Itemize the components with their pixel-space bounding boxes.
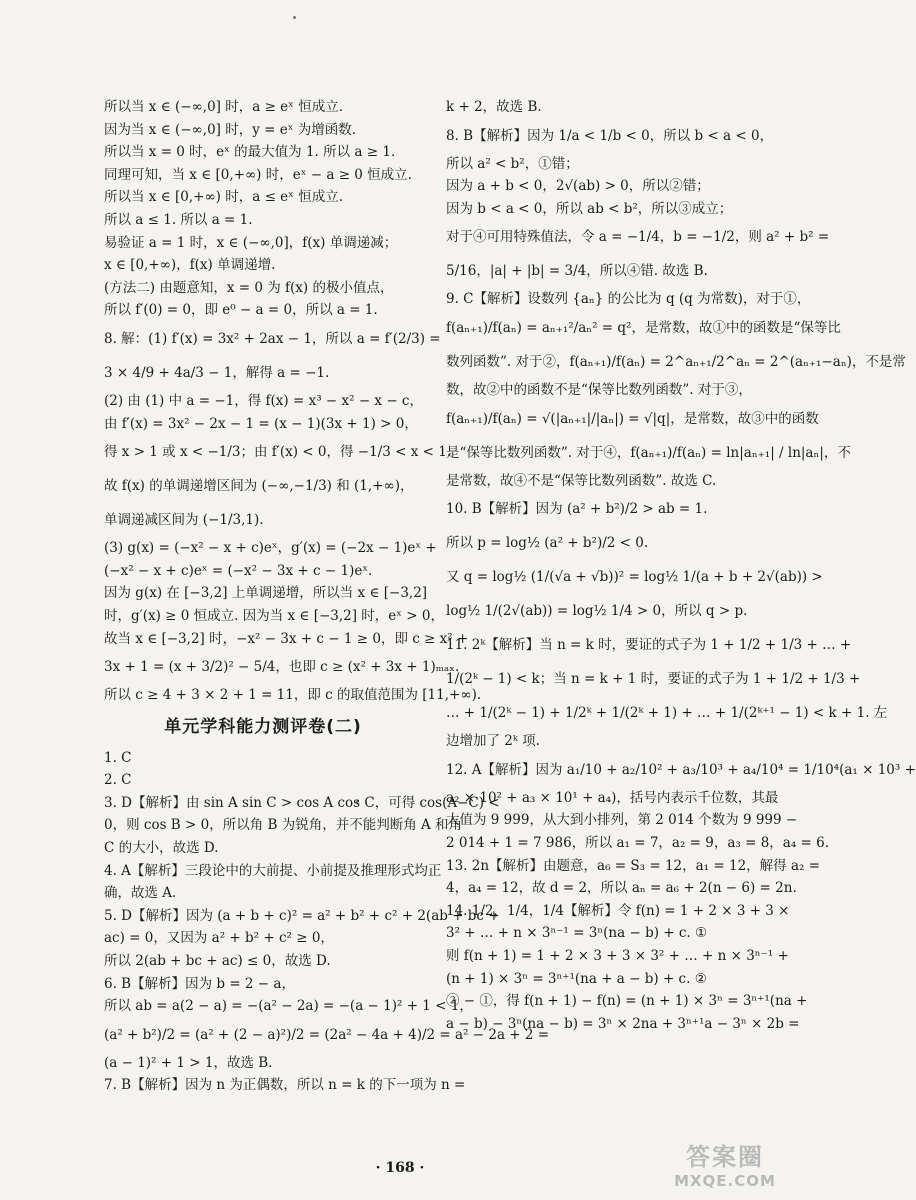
- text-line: 则 f(n + 1) = 1 + 2 × 3 + 3 × 3² + … + n × 3ⁿ⁻¹ +: [446, 947, 789, 964]
- text-line: 14. 1/2，1/4，1/4【解析】令 f(n) = 1 + 2 × 3 + 3 ×: [446, 902, 790, 919]
- text-line: 11. 2ᵏ【解析】当 n = k 时，要证的式子为 1 + 1/2 + 1/3 + … +: [446, 637, 852, 654]
- text-line: 由 f′(x) = 3x² − 2x − 1 = (x − 1)(3x + 1) > 0，: [104, 415, 418, 432]
- text-line: f(aₙ₊₁)/f(aₙ) = aₙ₊₁²/aₙ² = q²，是常数，故①中的函数是“保等比: [446, 319, 841, 336]
- text-line: (−x² − x + c)eˣ = (−x² − 3x + c − 1)eˣ.: [104, 562, 373, 579]
- section-title: 单元学科能力测评卷(二): [164, 716, 362, 737]
- text-line: 8. B【解析】因为 1/a < 1/b < 0，所以 b < a < 0，: [446, 127, 774, 144]
- text-line: 3x + 1 = (x + 3/2)² − 5/4，也即 c ≥ (x² + 3x + 1)ₘₐₓ.: [104, 659, 460, 676]
- answer-line: 3. D【解析】由 sin A sin C > cos A cos C，可得 cos(A−C) <: [104, 794, 500, 811]
- text-line: 数列函数”. 对于②，f(aₙ₊₁)/f(aₙ) = 2^aₙ₊₁/2^aₙ = 2^(aₙ₊₁−aₙ)，不是常: [446, 353, 906, 370]
- text-line: 4，a₄ = 12，故 d = 2，所以 aₙ = a₆ + 2(n − 6) = 2n.: [446, 880, 797, 897]
- text-line: 所以当 x ∈ (−∞,0] 时，a ≥ eˣ 恒成立.: [104, 99, 343, 115]
- answer-line: 2. C: [104, 772, 132, 789]
- question-8-line-1: 8. 解：(1) f′(x) = 3x² + 2ax − 1，所以 a = f′(2/3) =: [104, 330, 441, 347]
- answer-line: 6. B【解析】因为 b = 2 − a，: [104, 975, 295, 992]
- text-line: 又 q = log½ (1/(√a + √b))² = log½ 1/(a + b + 2√(ab)) >: [446, 569, 823, 586]
- answer-line: 5. D【解析】因为 (a + b + c)² = a² + b² + c² + 2(ab + bc +: [104, 907, 500, 924]
- answer-line: 0，则 cos B > 0，所以角 B 为锐角，并不能判断角 A 和角: [104, 817, 463, 834]
- text-line: 大值为 9 999，从大到小排列，第 2 014 个数为 9 999 −: [446, 812, 798, 829]
- text-line: 3² + … + n × 3ⁿ⁻¹ = 3ⁿ(na − b) + c. ①: [446, 925, 708, 942]
- scan-speck: [293, 16, 296, 19]
- text-line: 所以当 x ∈ [0,+∞) 时，a ≤ eˣ 恒成立.: [104, 189, 343, 206]
- answer-line: 4. A【解析】三段论中的大前提、小前提及推理形式均正: [104, 862, 442, 879]
- answer-line: ac) = 0，又因为 a² + b² + c² ≥ 0，: [104, 930, 334, 947]
- text-line: a₂ × 10² + a₃ × 10¹ + a₄)，括号内表示千位数，其最: [446, 789, 779, 806]
- text-line: 数，故②中的函数不是“保等比数列函数”. 对于③，: [446, 381, 752, 398]
- answer-line: (a − 1)² + 1 > 1，故选 B.: [104, 1054, 273, 1071]
- text-line: 12. A【解析】因为 a₁/10 + a₂/10² + a₃/10³ + a₄/10⁴ = 1/10⁴(a₁ × 10³ +: [446, 761, 916, 778]
- text-line: 10. B【解析】因为 (a² + b²)/2 > ab = 1.: [446, 501, 708, 518]
- text-line: 故 f(x) 的单调递增区间为 (−∞,−1/3) 和 (1,+∞)，: [104, 478, 414, 495]
- text-line: 是“保等比数列函数”. 对于④，f(aₙ₊₁)/f(aₙ) = ln|aₙ₊₁| / ln|aₙ|，不: [446, 444, 851, 461]
- text-line: … + 1/(2ᵏ − 1) + 1/2ᵏ + 1/(2ᵏ + 1) + … + 1/(2ᵏ⁺¹ − 1) < k + 1. 左: [446, 705, 888, 722]
- text-line: a − b) − 3ⁿ(na − b) = 3ⁿ × 2na + 3ⁿ⁺¹a − 3ⁿ × 2b =: [446, 1015, 800, 1032]
- left-block-b: [104, 390, 482, 707]
- text-line: 边增加了 2ᵏ 项.: [446, 733, 540, 750]
- answer-line: C 的大小，故选 D.: [104, 840, 219, 857]
- text-line: 得 x > 1 或 x < −1/3；由 f′(x) < 0，得 −1/3 < x < 1.: [104, 444, 452, 461]
- site-watermark: [664, 1142, 786, 1194]
- text-line: 所以 a ≤ 1. 所以 a = 1.: [104, 211, 253, 228]
- text-line: 所以 a² < b²，①错；: [446, 155, 579, 172]
- text-line: 1/(2ᵏ − 1) < k；当 n = k + 1 时，要证的式子为 1 + 1/2 + 1/3 +: [446, 671, 861, 688]
- text-line: 13. 2n【解析】由题意，a₆ = S₃ = 12，a₁ = 12，解得 a₂ =: [446, 857, 821, 874]
- text-line: 所以 f′(0) = 0，即 e⁰ − a = 0，所以 a = 1.: [104, 302, 378, 319]
- text-line: 易验证 a = 1 时，x ∈ (−∞,0]，f(x) 单调递减；: [104, 234, 398, 251]
- text-line: 故当 x ∈ [−3,2] 时，−x² − 3x + c − 1 ≥ 0，即 c ≥ x² +: [104, 630, 469, 647]
- text-line: 因为 g(x) 在 [−3,2] 上单调递增，所以当 x ∈ [−3,2]: [104, 585, 428, 602]
- text-line: 9. C【解析】设数列 {aₙ} 的公比为 q (q 为常数)，对于①，: [446, 291, 811, 308]
- watermark-title: 答案圈: [686, 1143, 764, 1171]
- text-line: (n + 1) × 3ⁿ = 3ⁿ⁺¹(na + a − b) + c. ②: [446, 970, 707, 987]
- text-line: (2) 由 (1) 中 a = −1，得 f(x) = x³ − x² − x − c，: [104, 392, 423, 409]
- text-line: 时，g′(x) ≥ 0 恒成立. 因为当 x ∈ [−3,2] 时，eˣ > 0，: [104, 607, 444, 624]
- answer-line: 所以 2(ab + bc + ac) ≤ 0，故选 D.: [104, 953, 331, 970]
- text-line: 因为 b < a < 0，所以 ab < b²，所以③成立；: [446, 200, 733, 217]
- text-line: 5/16，|a| + |b| = 3/4，所以④错. 故选 B.: [446, 263, 708, 280]
- text-line: 2 014 + 1 = 7 986，所以 a₁ = 7，a₂ = 9，a₃ = 8，a₄ = 6.: [446, 834, 830, 851]
- text-line: log½ 1/(2√(ab)) = log½ 1/4 > 0，所以 q > p.: [446, 603, 748, 620]
- answer-line: 所以 ab = a(2 − a) = −(a² − 2a) = −(a − 1)² + 1 < 1，: [104, 998, 473, 1015]
- text-line: 所以 c ≥ 4 + 3 × 2 + 1 = 11，即 c 的取值范围为 [11,+∞).: [104, 687, 482, 704]
- text-line: (方法二) 由题意知，x = 0 为 f(x) 的极小值点，: [104, 279, 394, 296]
- page-number: · 168 ·: [375, 1160, 425, 1176]
- text-line: 因为当 x ∈ (−∞,0] 时，y = eˣ 为增函数.: [104, 121, 357, 138]
- text-line: 是常数，故④不是“保等比数列函数”. 故选 C.: [446, 472, 717, 489]
- answer-line: 7. B【解析】因为 n 为正偶数，所以 n = k 的下一项为 n =: [104, 1077, 466, 1094]
- right-column: [446, 96, 916, 1035]
- text-line: x ∈ [0,+∞)，f(x) 单调递增.: [104, 257, 276, 274]
- text-line: k + 2，故选 B.: [446, 99, 542, 115]
- text-line: 单调递减区间为 (−1/3,1).: [104, 512, 264, 529]
- text-line: 因为 a + b < 0，2√(ab) > 0，所以②错；: [446, 178, 710, 195]
- text-line: (3) g(x) = (−x² − x + c)eˣ，g′(x) = (−2x − 1)eˣ +: [104, 540, 437, 557]
- answer-line: (a² + b²)/2 = (a² + (2 − a)²)/2 = (2a² − 4a + 4)/2 = a² − 2a + 2 =: [104, 1026, 550, 1043]
- text-line: ② − ①，得 f(n + 1) − f(n) = (n + 1) × 3ⁿ = 3ⁿ⁺¹(na +: [446, 993, 808, 1010]
- text-line: 所以 p = log½ (a² + b²)/2 < 0.: [446, 535, 649, 552]
- text-line: 所以当 x = 0 时，eˣ 的最大值为 1. 所以 a ≥ 1.: [104, 144, 396, 161]
- answer-line: 确，故选 A.: [104, 885, 177, 902]
- text-line: 对于④可用特殊值法，令 a = −1/4，b = −1/2，则 a² + b² =: [446, 229, 830, 246]
- text-line: f(aₙ₊₁)/f(aₙ) = √(|aₙ₊₁|/|aₙ|) = √|q|，是常数，故③中的函数: [446, 410, 819, 427]
- text-line: 同理可知，当 x ∈ [0,+∞) 时，eˣ − a ≥ 0 恒成立.: [104, 166, 412, 183]
- answer-line: 1. C: [104, 749, 132, 766]
- left-block-a: [104, 96, 422, 322]
- watermark-url: MXQE.COM: [674, 1172, 776, 1190]
- left-block-c: [104, 747, 550, 1097]
- question-8-line-2: 3 × 4/9 + 4a/3 − 1，解得 a = −1.: [104, 364, 330, 381]
